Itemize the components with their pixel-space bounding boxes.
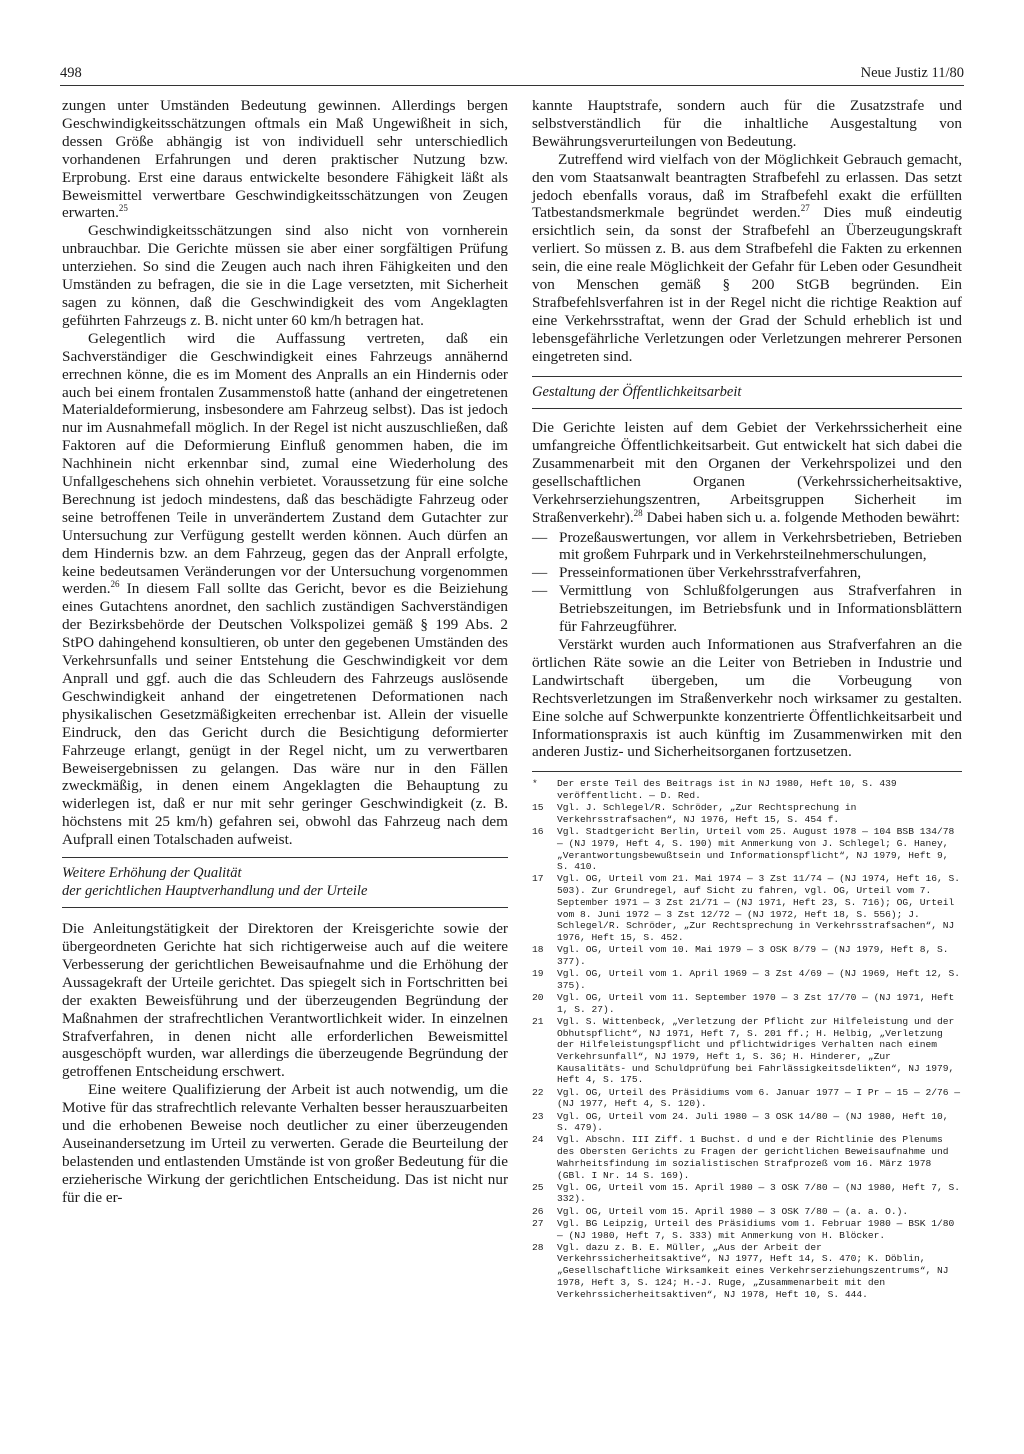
footnote-ref: 26	[110, 579, 120, 590]
footnote: 28 Vgl. dazu z. B. E. Müller, „Aus der Arbeit der Verkehrssicherheitsaktive“, NJ 1977, Heft 14, S. 470; K. Döblin, „Gesellschaftliche Wirksamkeit eines Verkehrserziehungszentrums“, NJ 1978, Heft 3, S. 124; H.-J. Ruge, „Zusammenarbeit mit den Verkehrssicherheitsaktiven“, NJ 1978, Heft 10, S. 444.	[532, 1241, 949, 1300]
footnotes	[532, 778, 962, 1300]
section-heading: Weitere Erhöhung der Qualität der gerichtlichen Hauptverhandlung und der Urteile	[62, 865, 368, 899]
footnote: 18 Vgl. OG, Urteil vom 10. Mai 1979 — 3 OSK 8/79 — (NJ 1979, Heft 8, S. 377).	[532, 944, 949, 967]
footnote: 26 Vgl. OG, Urteil vom 15. April 1980 — 3 OSK 7/80 — (a. a. O.).	[532, 1205, 909, 1217]
footnote: 22 Vgl. OG, Urteil des Präsidiums vom 6. Januar 1977 — I Pr — 15 — 2/76 — (NJ 1977, Heft 4, S. 120).	[532, 1086, 961, 1110]
journal-issue: Neue Justiz 11/80	[860, 65, 964, 81]
dash-bullet: —	[532, 528, 548, 546]
paragraph: Verstärkt wurden auch Informationen aus Strafverfahren an die örtlichen Räte sowie an die Leiter von Betrieben in Industrie und Landwirtschaft übergeben, um die Vorbeugung von Rechtsverletzungen im Straßenverkehr noch wirksamer zu gestalten. Eine solche auf Schwerpunkte konzentrierte Öffentlichkeitsarbeit und Informationspraxis ist auch künftig im Zusammenwirken mit den anderen Justiz- und Sicherheitsorganen fortzusetzen.	[532, 635, 962, 761]
right-column	[532, 97, 962, 1301]
paragraph: Geschwindigkeitsschätzungen sind also nicht von vornherein unbrauchbar. Die Gerichte müssen sie aber einer sorgfältigen Prüfung unterziehen. So sind die Zeugen auch nach ihren Fähigkeiten und den Umständen zu befragen, die sie in die Lage versetzten, mit Sicherheit sagen zu können, daß die Geschwindigkeit des vom Angeklagten geführten Fahrzeugs z. B. nicht unter 60 km/h betragen hat.	[62, 222, 508, 329]
footnote: 19 Vgl. OG, Urteil vom 1. April 1969 — 3 Zst 4/69 — (NJ 1969, Heft 12, S. 375).	[532, 968, 961, 991]
left-column	[62, 97, 508, 1207]
section-rule	[62, 857, 508, 858]
paragraph: Gelegentlich wird die Auffassung vertreten, daß ein Sachverständiger die Geschwindigkeit eines Fahrzeugs annähernd errechnen könne, die es im Moment des Anpralls an ein Hindernis oder auch bei einem frontalen Zusammenstoß hatte (anhand der eingetretenen Materialdeformierung, insbesondere am Fahrzeug selbst). Das ist jedoch nur im Ausnahmefall möglich. In der Regel ist nicht auszuschließen, daß Faktoren auf die Deformierung Einfluß genommen haben, die im Nachhinein nicht erkennbar sind, zumal eine Wiederholung des Unfallgeschehens sich ohnehin verbietet. Voraussetzung für eine solche Berechnung ist jedoch mindestens, daß das beschädigte Fahrzeug oder seine betroffenen Teile in unverändertem Zustand dem Gutachter zur Untersuchung zur Verfügung gestellt werden können. Auch dürfen an dem Hindernis bzw. an dem Fahrzeug, gegen das der Anprall erfolgte, keine bedeutsamen Veränderungen vor der Untersuchung vorgenommen werden.$^{26}$ In diesem Fall sollte das Gericht, bevor es die Beiziehung eines Gutachtens anordnet, den sachlich zuständigen Sachverständigen der Bezirksbehörde der Deutschen Volkspolizei gemäß § 199 Abs. 2 StPO dahingehend konsultieren, ob unter den gegebenen Umständen des Verkehrsunfalls und seiner Entstehung die Geschwindigkeit vor dem Anprall und ggf. auch die das Schleudern des Fahrzeugs auslösende Geschwindigkeit anhand der eingetretenen Deformationen nach physikalischen Gesetzmäßigkeiten errechenbar ist. Allein der visuelle Eindruck, den das Gericht durch die Besichtigung deformierter Fahrzeuge erlangt, genügt in der Regel nicht, um zu verwertbaren Beweisergebnissen zu gelangen. Das wäre nur in den Fällen zweckmäßig, in denen einem Angeklagten die Behauptung zu widerlegen ist, daß er nur mit sehr geringer Geschwindigkeit (z. B. höchstens mit 25 km/h) gefahren sei, obwohl das Fahrzeug nach dem Aufprall einen Totalschaden aufweist.	[62, 329, 508, 849]
footnote: 21 Vgl. S. Wittenbeck, „Verletzung der Pflicht zur Hilfeleistung und der Obhutspflicht“, NJ 1971, Heft 7, S. 201 ff.; H. Helbig, „Verletzung der Hilfeleistungspflicht und pflichtwidriges Verhalten nach einem Verkehrsunfall“, NJ 1979, Heft 1, S. 36; H. Hinderer, „Zur Kausalitäts- und Schuldprüfung bei Fahrlässigkeitsdelikten“, NJ 1979, Heft 4, S. 175.	[532, 1015, 955, 1086]
section-rule	[62, 907, 508, 908]
paragraph: Zutreffend wird vielfach von der Möglichkeit Gebrauch gemacht, den vom Staatsanwalt beantragten Strafbefehl zu erlassen. Das setzt jedoch ebenfalls voraus, daß im Strafbefehl exakt die erfüllten Tatbestandsmerkmale begründet werden.$^{27}$ Dies muß eindeutig ersichtlich sein, da sonst der Strafbefehl an Überzeugungskraft verliert. So müssen z. B. aus dem Strafbefehl die Fakten zu erkennen sein, die eine reale Möglichkeit der Gefahr für Leben oder Gesundheit von Menschen gemäß § 200 StGB begründen. Ein Strafbefehlsverfahren ist in der Regel nicht die richtige Reaktion auf eine Verkehrsstraftat, wenn der Grad der Schuld erheblich ist und lebensgefährliche Verletzungen oder Verletzungen mehrerer Personen eingetreten sind.	[532, 150, 963, 365]
dash-bullet: —	[532, 564, 548, 582]
list-item: — Vermittlung von Schlußfolgerungen aus Strafverfahren in Betriebszeitungen, im Betriebsfunk und in Informationsblättern für Fahrzeugführer.	[532, 582, 962, 636]
footnote: 16 Vgl. Stadtgericht Berlin, Urteil vom 25. August 1978 — 104 BSB 134/78 — (NJ 1979, Heft 4, S. 190) mit Anmerkung von J. Schlegel; G. Haney, „Verantwortungsbewußtsein und Informationspflicht“, NJ 1979, Heft 9, S. 410.	[532, 826, 955, 873]
footnote-ref: 25	[118, 203, 128, 214]
footnote-ref: 27	[800, 203, 810, 214]
paragraph: Die Anleitungstätigkeit der Direktoren der Kreisgerichte sowie der übergeordneten Gerichte hat sich richtigerweise auch auf die weitere Verbesserung der gerichtlichen Beweisaufnahme und die Erhöhung der Aussagekraft der Urteile gerichtet. Das spiegelt sich in Fortschritten bei der exakten Beweisführung und der überzeugenden Begründung der Maßnahmen der strafrechtlichen Verantwortlichkeit wider. In einzelnen Strafverfahren, in denen nicht alle erforderlichen Beweismittel ausgeschöpft wurden, war allerdings die überzeugende Begründung der getroffenen Entscheidung erschwert.	[62, 920, 508, 1081]
paragraph: kannte Hauptstrafe, sondern auch für die Zusatzstrafe und selbstverständlich für die inhaltliche Ausgestaltung von Bewährungsverurteilungen von Bedeutung.	[532, 97, 962, 150]
page-number: 498	[60, 65, 82, 81]
footnote-ref: 28	[633, 507, 643, 518]
footnote: 27 Vgl. BG Leipzig, Urteil des Präsidiums vom 1. Februar 1980 — BSK 1/80 — (NJ 1980, Heft 7, S. 333) mit Anmerkung von H. Blöcker.	[532, 1217, 955, 1241]
header-rule	[60, 85, 964, 86]
method-list	[532, 529, 962, 636]
paragraph: zungen unter Umständen Bedeutung gewinnen. Allerdings bergen Geschwindigkeitsschätzungen oftmals ein Maß Ungewißheit in sich, dessen Größe abhängig ist von individuell sehr unterschiedlich vorhandenen Erfahrungen und deren praktischer Nutzung bzw. Erprobung. Erst eine daraus entwickelte besondere Fähigkeit läßt als Beweismittel verwertbare Geschwindigkeitsschätzungen von Zeugen erwarten.$^{25}$	[62, 97, 508, 222]
paragraph: Die Gerichte leisten auf dem Gebiet der Verkehrssicherheit eine umfangreiche Öffentlichkeitsarbeit. Gut entwickelt hat sich dabei die Zusammenarbeit mit den Organen der Verkehrspolizei und den gesellschaftlichen Organen (Verkehrssicherheitsaktive, Verkehrserziehungszentren, Arbeitsgruppen Sicherheit im Straßenverkehr).$^{28}$ Dabei haben sich u. a. folgende Methoden bewährt:	[532, 419, 962, 526]
page-header	[60, 65, 964, 87]
paragraph: Eine weitere Qualifizierung der Arbeit ist auch notwendig, um die Motive für das strafrechtlich relevante Verhalten besser herauszuarbeiten und die erhobenen Beweise noch deutlicher zu einer überzeugenden Auseinandersetzung im Urteil zu verwerten. Gerade die Beurteilung der belastenden und entlastenden Umstände ist von großer Bedeutung für die erzieherische Wirkung der gerichtlichen Entscheidung. Das ist nicht nur für die er-	[62, 1081, 508, 1206]
list-item: — Prozeßauswertungen, vor allem in Verkehrsbetrieben, Betrieben mit großem Fuhrpark und in Verkehrsteilnehmerschulungen,	[532, 528, 962, 564]
footnote: 17 Vgl. OG, Urteil vom 21. Mai 1974 — 3 Zst 11/74 — (NJ 1974, Heft 16, S. 503). Zur Grundregel, auf Sicht zu fahren, vgl. OG, Urteil vom 7. September 1971 — 3 Zst 21/71 — (NJ 1971, Heft 23, S. 716); OG, Urteil vom 8. Juni 1972 — 3 Zst 12/72 — (NJ 1972, Heft 18, S. 556); J. Schlegel/R. Schröder, „Zur Rechtsprechung in Verkehrsstrafsachen“, NJ 1976, Heft 15, S. 452.	[532, 873, 961, 943]
footnote-rule	[532, 771, 962, 772]
dash-bullet: —	[532, 582, 548, 600]
footnote: 20 Vgl. OG, Urteil vom 11. September 1970 — 3 Zst 17/70 — (NJ 1971, Heft 1, S. 27).	[532, 991, 955, 1015]
footnote: 15 Vgl. J. Schlegel/R. Schröder, „Zur Rechtsprechung in Verkehrsstrafsachen“, NJ 1976, Heft 15, S. 454 f.	[532, 802, 857, 825]
section-heading: Gestaltung der Öffentlichkeitsarbeit	[532, 383, 742, 400]
footnote: 25 Vgl. OG, Urteil vom 15. April 1980 — 3 OSK 7/80 — (NJ 1980, Heft 7, S. 332).	[532, 1181, 961, 1205]
footnote: 24 Vgl. Abschn. III Ziff. 1 Buchst. d und e der Richtlinie des Plenums des Obersten Gerichts zu Fragen der gerichtlichen Beweisaufnahme und Wahrheitsfindung im sozialistischen Strafprozeß vom 16. März 1978 (GBl. I Nr. 14 S. 169).	[532, 1134, 949, 1181]
list-item: — Presseinformationen über Verkehrsstrafverfahren,	[532, 564, 862, 582]
section-rule	[532, 408, 962, 409]
footnote: * Der erste Teil des Beitrags ist in NJ 1980, Heft 10, S. 439 veröffentlicht. — D. Red.	[532, 778, 897, 802]
section-rule	[532, 376, 962, 377]
footnote: 23 Vgl. OG, Urteil vom 24. Juli 1980 — 3 OSK 14/80 — (NJ 1980, Heft 10, S. 479).	[532, 1110, 949, 1134]
